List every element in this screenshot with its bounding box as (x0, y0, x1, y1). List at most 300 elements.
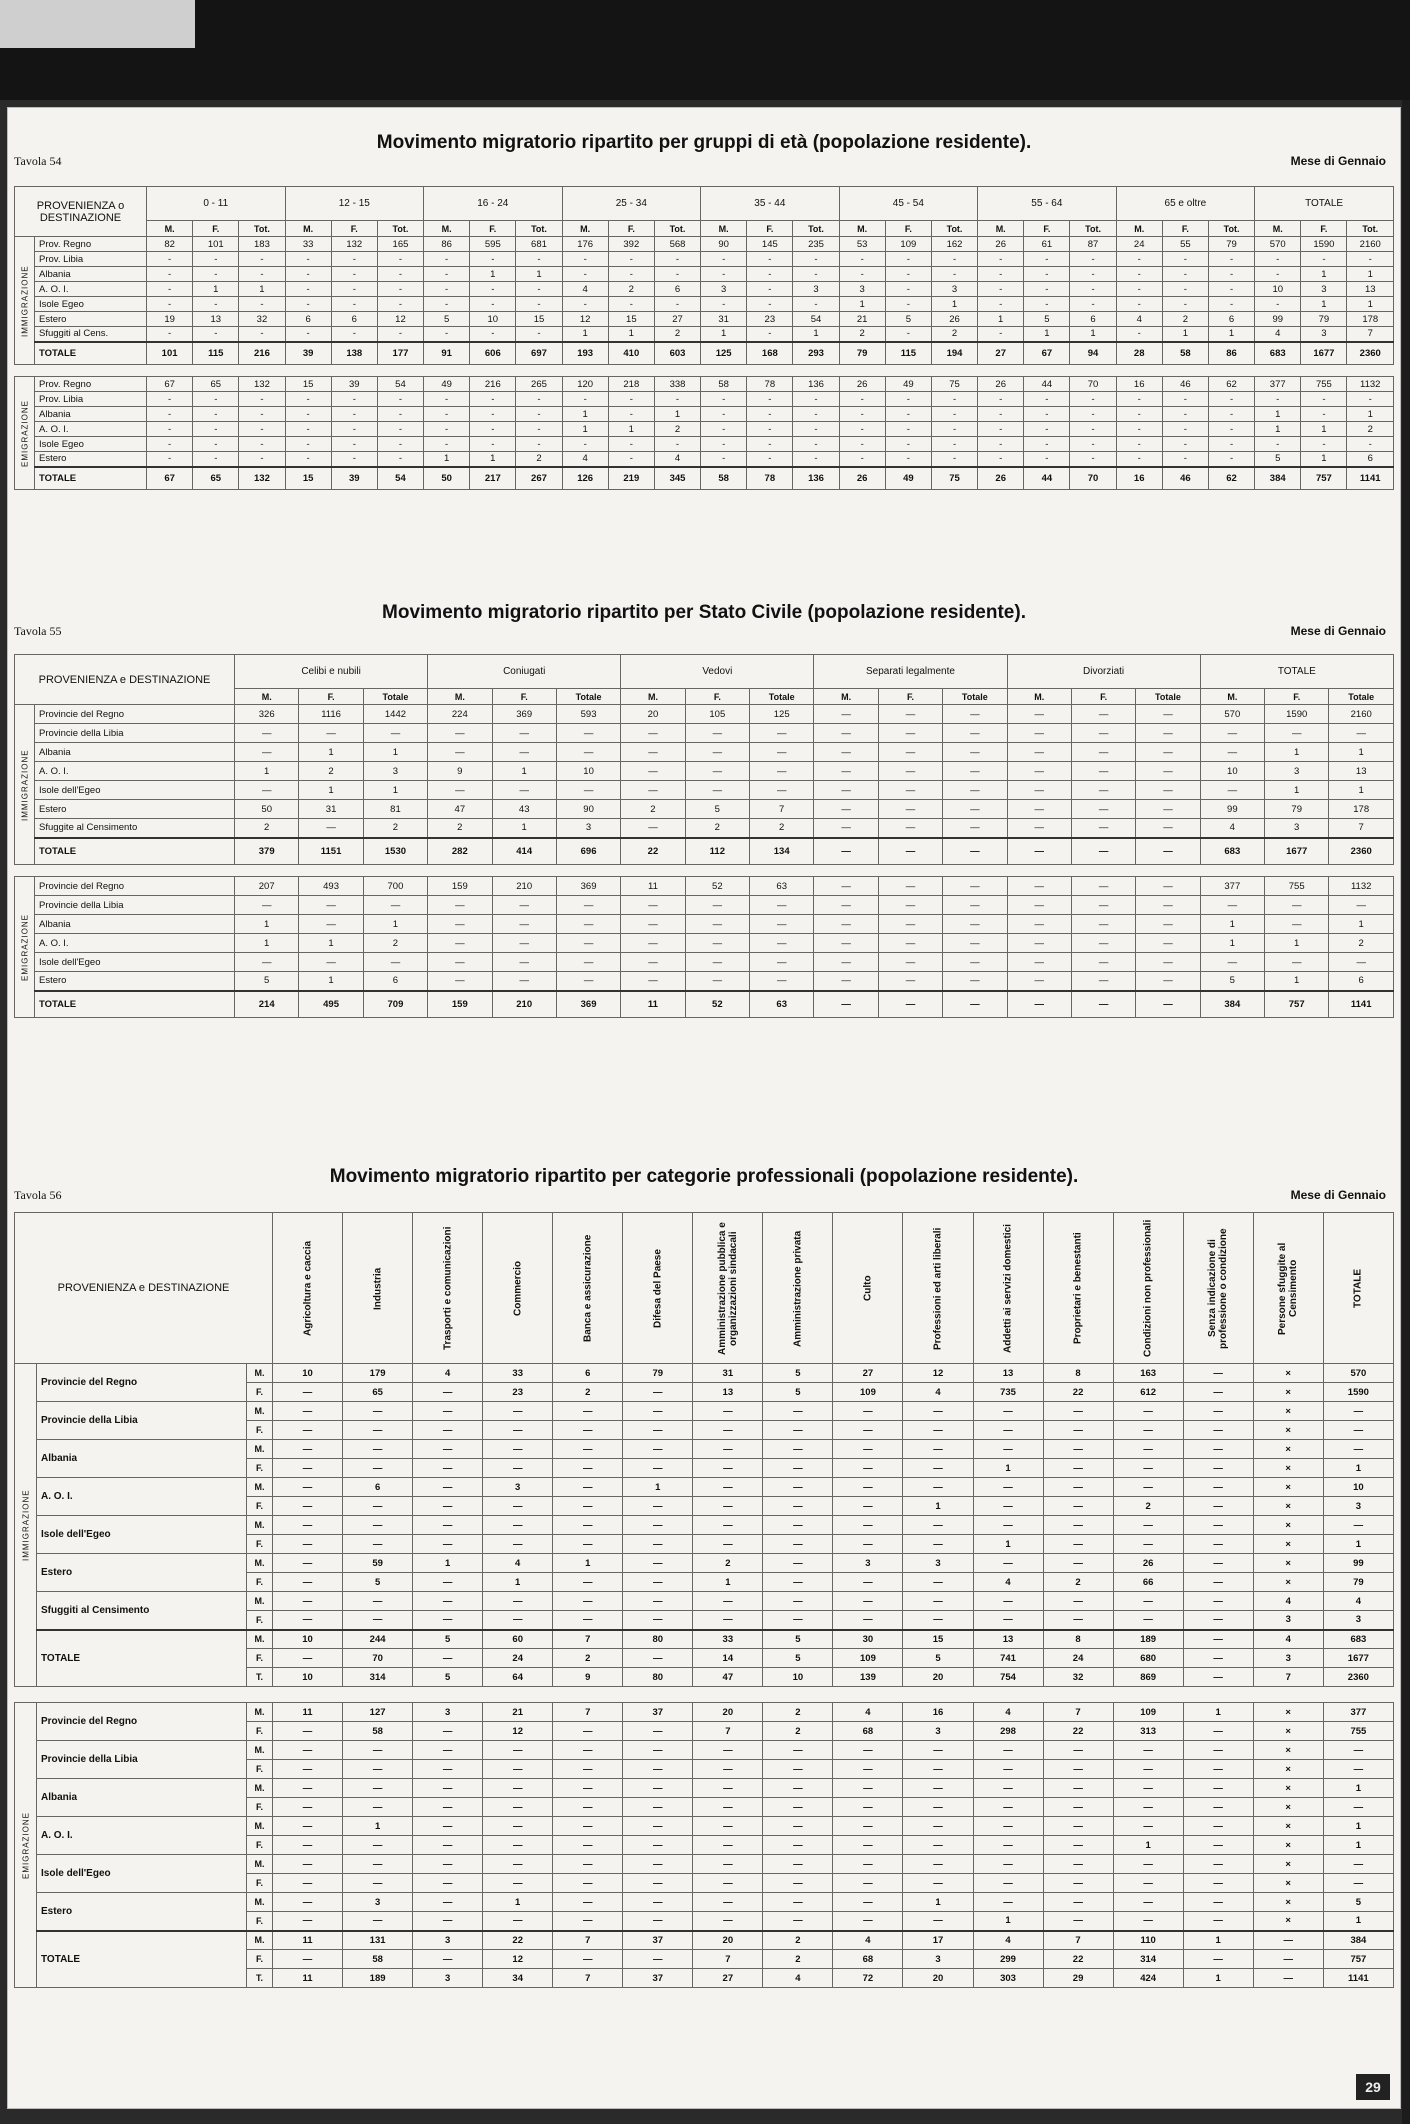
data-cell: 105 (685, 705, 749, 724)
sex-label: M. (247, 1478, 273, 1497)
data-cell: - (239, 407, 285, 422)
data-cell: 176 (562, 237, 608, 252)
data-cell: - (1162, 252, 1208, 267)
data-cell: 1 (973, 1912, 1043, 1931)
data-cell: — (833, 1893, 903, 1912)
total-cell: 91 (424, 342, 470, 365)
data-cell: - (424, 392, 470, 407)
data-cell: — (693, 1798, 763, 1817)
data-cell: - (608, 267, 654, 282)
data-cell: — (1323, 1741, 1393, 1760)
data-cell: — (273, 1893, 343, 1912)
data-cell: 23 (747, 312, 793, 327)
data-cell: 16 (903, 1703, 973, 1722)
row-label: Estero (37, 1893, 247, 1931)
data-cell: — (413, 1497, 483, 1516)
data-cell: - (1301, 392, 1347, 407)
data-cell: 11 (273, 1703, 343, 1722)
data-cell: — (1136, 877, 1200, 896)
data-cell: - (193, 267, 239, 282)
data-cell: 1 (978, 312, 1024, 327)
data-cell: 13 (973, 1364, 1043, 1383)
data-cell: 1 (1329, 781, 1394, 800)
sex-label: M. (247, 1703, 273, 1722)
data-cell: — (903, 1402, 973, 1421)
data-cell: 58 (701, 377, 747, 392)
data-cell: — (1043, 1836, 1113, 1855)
data-cell: 1 (516, 267, 562, 282)
data-cell: 5 (763, 1630, 833, 1649)
data-cell: — (343, 1912, 413, 1931)
data-cell: 12 (377, 312, 423, 327)
data-cell: 5 (413, 1668, 483, 1687)
data-cell: — (492, 896, 556, 915)
sub-header: Totale (1329, 689, 1394, 705)
data-cell: 13 (693, 1383, 763, 1402)
data-cell: 11 (273, 1931, 343, 1950)
total-label: TOTALE (35, 991, 235, 1018)
data-cell: - (1070, 392, 1116, 407)
table-row (15, 1440, 1394, 1459)
data-cell: 80 (623, 1668, 693, 1687)
data-cell: — (413, 1779, 483, 1798)
data-cell: 6 (363, 972, 427, 991)
data-cell: 755 (1301, 377, 1347, 392)
category-header: Commercio (483, 1213, 553, 1364)
data-cell: — (1183, 1630, 1253, 1649)
data-cell: 60 (483, 1630, 553, 1649)
data-cell: - (1208, 392, 1254, 407)
data-cell: — (833, 1779, 903, 1798)
data-cell: — (750, 724, 814, 743)
data-cell: 79 (1323, 1573, 1393, 1592)
data-cell: — (1043, 1421, 1113, 1440)
sub-header: Tot. (654, 221, 700, 237)
data-cell: — (299, 896, 363, 915)
sub-header: F. (1162, 221, 1208, 237)
data-cell: 1 (363, 743, 427, 762)
data-cell: — (553, 1478, 623, 1497)
data-cell: 1 (299, 743, 363, 762)
data-cell: 4 (833, 1703, 903, 1722)
sub-header: Totale (556, 689, 620, 705)
data-cell: 3 (833, 1554, 903, 1573)
data-cell: - (193, 327, 239, 342)
data-cell: - (1301, 437, 1347, 452)
data-cell: — (413, 1855, 483, 1874)
category-header: Difesa del Paese (623, 1213, 693, 1364)
data-cell: - (193, 252, 239, 267)
data-cell: - (1024, 297, 1070, 312)
data-cell: — (973, 1741, 1043, 1760)
data-cell: — (750, 915, 814, 934)
data-cell: — (553, 1535, 623, 1554)
row-label: Provincie del Regno (35, 877, 235, 896)
data-cell: 1 (1323, 1836, 1393, 1855)
data-cell: 17 (903, 1931, 973, 1950)
data-cell: 1 (1255, 422, 1301, 437)
data-cell: — (763, 1836, 833, 1855)
data-cell: - (654, 252, 700, 267)
data-cell: — (1265, 953, 1329, 972)
data-cell: - (239, 452, 285, 467)
data-cell: - (147, 422, 193, 437)
data-cell: — (693, 1912, 763, 1931)
data-cell: - (1116, 407, 1162, 422)
data-cell: - (1116, 422, 1162, 437)
sex-label: M. (247, 1364, 273, 1383)
data-cell: — (814, 953, 878, 972)
data-cell: — (903, 1836, 973, 1855)
data-cell: 3 (413, 1931, 483, 1950)
data-cell: — (483, 1874, 553, 1893)
data-cell: 1 (299, 934, 363, 953)
data-cell: — (273, 1554, 343, 1573)
data-cell: 754 (973, 1668, 1043, 1687)
category-header: Trasporti e comunicazioni (413, 1213, 483, 1364)
data-cell: 68 (833, 1722, 903, 1741)
data-cell: — (492, 781, 556, 800)
data-cell: 216 (470, 377, 516, 392)
data-cell: 90 (556, 800, 620, 819)
row-label: A. O. I. (37, 1478, 247, 1516)
data-cell: — (413, 1950, 483, 1969)
data-cell: — (556, 781, 620, 800)
data-cell: — (833, 1592, 903, 1611)
data-cell: — (1071, 934, 1135, 953)
data-cell: — (553, 1497, 623, 1516)
data-cell: — (1265, 896, 1329, 915)
data-cell: - (424, 437, 470, 452)
data-cell: — (621, 724, 685, 743)
table-54-label: Tavola 54 (14, 154, 62, 168)
data-cell: 5 (235, 972, 299, 991)
data-cell: — (483, 1912, 553, 1931)
data-cell: — (343, 1611, 413, 1630)
group-header: 12 - 15 (285, 187, 424, 221)
data-cell: — (1007, 896, 1071, 915)
sub-header: Tot. (1347, 221, 1394, 237)
data-cell: — (693, 1402, 763, 1421)
data-cell: 33 (483, 1364, 553, 1383)
data-cell: — (878, 915, 942, 934)
data-cell: — (1183, 1421, 1253, 1440)
data-cell: — (693, 1817, 763, 1836)
spacer-cell (15, 865, 1394, 877)
data-cell: — (1071, 972, 1135, 991)
data-cell: - (793, 452, 839, 467)
data-cell: 6 (1208, 312, 1254, 327)
table-row (15, 953, 1394, 972)
data-cell: - (1116, 297, 1162, 312)
data-cell: 1 (1183, 1703, 1253, 1722)
data-cell: 392 (608, 237, 654, 252)
data-cell: - (747, 392, 793, 407)
data-cell: — (973, 1592, 1043, 1611)
data-cell: 5 (343, 1573, 413, 1592)
data-cell: — (1043, 1798, 1113, 1817)
data-cell: 2 (621, 800, 685, 819)
sex-label: F. (247, 1535, 273, 1554)
category-header: Agricoltura e caccia (273, 1213, 343, 1364)
data-cell: - (424, 407, 470, 422)
sub-header: M. (621, 689, 685, 705)
data-cell: — (1183, 1836, 1253, 1855)
data-cell: 33 (285, 237, 331, 252)
data-cell: - (747, 282, 793, 297)
data-cell: — (623, 1440, 693, 1459)
data-cell: 70 (343, 1649, 413, 1668)
data-cell: - (1255, 437, 1301, 452)
data-cell: — (343, 1874, 413, 1893)
data-cell: 24 (1043, 1649, 1113, 1668)
data-cell: 377 (1323, 1703, 1393, 1722)
data-cell: — (553, 1874, 623, 1893)
data-cell: — (343, 1779, 413, 1798)
data-cell: — (1265, 724, 1329, 743)
data-cell: 1 (693, 1573, 763, 1592)
data-cell: — (363, 953, 427, 972)
data-cell: - (978, 392, 1024, 407)
data-cell: — (1071, 724, 1135, 743)
sex-label: M. (247, 1855, 273, 1874)
data-cell: - (747, 252, 793, 267)
data-cell: - (1070, 252, 1116, 267)
data-cell: 424 (1113, 1969, 1183, 1988)
table-row (15, 267, 1394, 282)
sub-header: Tot. (1070, 221, 1116, 237)
sub-header: Tot. (516, 221, 562, 237)
data-cell: - (516, 252, 562, 267)
total-cell: 54 (377, 467, 423, 490)
data-cell: — (273, 1402, 343, 1421)
data-cell: — (1071, 781, 1135, 800)
data-cell: 179 (343, 1364, 413, 1383)
data-cell: 3 (1301, 282, 1347, 297)
data-cell: - (424, 252, 470, 267)
sub-header: Totale (750, 689, 814, 705)
data-cell: 7 (553, 1969, 623, 1988)
data-cell: - (470, 392, 516, 407)
data-cell: - (331, 327, 377, 342)
data-cell: - (1255, 392, 1301, 407)
data-cell: 1 (903, 1497, 973, 1516)
data-cell: — (343, 1516, 413, 1535)
data-cell: - (1162, 267, 1208, 282)
sub-header: F. (1265, 689, 1329, 705)
data-cell: × (1253, 1364, 1323, 1383)
data-cell: — (413, 1573, 483, 1592)
data-cell: - (1070, 422, 1116, 437)
data-cell: 314 (343, 1668, 413, 1687)
data-cell: - (562, 392, 608, 407)
data-cell: 145 (747, 237, 793, 252)
data-cell: 131 (343, 1931, 413, 1950)
data-cell: - (1070, 437, 1116, 452)
data-cell: — (943, 743, 1007, 762)
data-cell: — (814, 915, 878, 934)
category-header: Senza indicazione di professione o condizione (1183, 1213, 1253, 1364)
data-cell: - (885, 392, 931, 407)
data-cell: 33 (693, 1630, 763, 1649)
total-cell: 26 (839, 467, 885, 490)
data-cell: 3 (1265, 819, 1329, 838)
spacer-row (15, 365, 1394, 377)
data-cell: — (621, 762, 685, 781)
data-cell: - (424, 327, 470, 342)
total-cell: 709 (363, 991, 427, 1018)
total-cell: — (878, 838, 942, 865)
data-cell: — (973, 1779, 1043, 1798)
data-cell: — (413, 1874, 483, 1893)
data-cell: - (377, 282, 423, 297)
data-cell: — (1007, 819, 1071, 838)
data-cell: — (833, 1912, 903, 1931)
data-cell: - (562, 297, 608, 312)
data-cell: - (701, 422, 747, 437)
total-cell: 50 (424, 467, 470, 490)
data-cell: — (833, 1535, 903, 1554)
data-cell: — (693, 1516, 763, 1535)
table-row (15, 1402, 1394, 1421)
category-header: Amministrazione pubblica e organizzazioni sindacali (693, 1213, 763, 1364)
data-cell: 326 (235, 705, 299, 724)
data-cell: 26 (931, 312, 977, 327)
data-cell: 1 (1323, 1779, 1393, 1798)
sub-header: M. (424, 221, 470, 237)
data-cell: — (492, 934, 556, 953)
spacer-row (15, 1687, 1394, 1703)
sex-label: M. (247, 1516, 273, 1535)
data-cell: 1 (413, 1554, 483, 1573)
data-cell: — (763, 1874, 833, 1893)
row-label: Isole Egeo (35, 437, 147, 452)
data-cell: 1 (1200, 934, 1264, 953)
data-cell: — (621, 896, 685, 915)
data-cell: — (833, 1459, 903, 1478)
data-cell: 298 (973, 1722, 1043, 1741)
data-cell: 570 (1200, 705, 1264, 724)
data-cell: — (623, 1383, 693, 1402)
data-cell: — (553, 1741, 623, 1760)
data-cell: - (747, 422, 793, 437)
data-cell: - (562, 267, 608, 282)
data-cell: 1 (424, 452, 470, 467)
data-cell: — (903, 1421, 973, 1440)
table-row (15, 437, 1394, 452)
data-cell: - (285, 252, 331, 267)
total-cell: 132 (239, 467, 285, 490)
data-cell: — (1071, 743, 1135, 762)
data-cell: 1 (1208, 327, 1254, 342)
data-cell: — (814, 762, 878, 781)
data-cell: 5 (424, 312, 470, 327)
data-cell: - (1024, 392, 1070, 407)
data-cell: 19 (147, 312, 193, 327)
data-cell: — (343, 1459, 413, 1478)
data-cell: 2 (553, 1383, 623, 1402)
data-cell: — (973, 1855, 1043, 1874)
total-cell: 28 (1116, 342, 1162, 365)
data-cell: — (623, 1893, 693, 1912)
corner-header: PROVENIENZA e DESTINAZIONE (15, 1213, 273, 1364)
data-cell: - (1070, 282, 1116, 297)
total-cell: 112 (685, 838, 749, 865)
data-cell: - (793, 407, 839, 422)
table-54-month: Mese di Gennaio (1290, 154, 1386, 168)
corner-header: PROVENIENZA o DESTINAZIONE (15, 187, 147, 237)
data-cell: × (1253, 1722, 1323, 1741)
data-cell: — (483, 1402, 553, 1421)
data-cell: 2 (763, 1950, 833, 1969)
data-cell: 2 (931, 327, 977, 342)
sex-label: F. (247, 1722, 273, 1741)
data-cell: — (1043, 1874, 1113, 1893)
data-cell: 735 (973, 1383, 1043, 1402)
data-cell: — (973, 1817, 1043, 1836)
data-cell: — (428, 953, 492, 972)
data-cell: — (1007, 800, 1071, 819)
data-cell: - (654, 437, 700, 452)
data-cell: - (239, 327, 285, 342)
data-cell: — (763, 1912, 833, 1931)
row-label: Estero (35, 800, 235, 819)
sub-header: F. (885, 221, 931, 237)
data-cell: — (623, 1592, 693, 1611)
data-cell: — (973, 1893, 1043, 1912)
data-cell: 2160 (1329, 705, 1394, 724)
data-cell: 1 (1183, 1969, 1253, 1988)
data-cell: 31 (693, 1364, 763, 1383)
data-cell: — (556, 972, 620, 991)
data-cell: - (793, 252, 839, 267)
data-cell: 13 (1329, 762, 1394, 781)
total-cell: — (943, 991, 1007, 1018)
sex-label: M. (247, 1592, 273, 1611)
group-header: 45 - 54 (839, 187, 978, 221)
data-cell: — (413, 1912, 483, 1931)
data-cell: — (1043, 1912, 1113, 1931)
table-55-month: Mese di Gennaio (1290, 624, 1386, 638)
data-cell: — (903, 1874, 973, 1893)
total-cell: 495 (299, 991, 363, 1018)
data-cell: — (483, 1798, 553, 1817)
data-cell: - (239, 297, 285, 312)
data-cell: 683 (1323, 1630, 1393, 1649)
sex-label: F. (247, 1497, 273, 1516)
data-cell: - (424, 282, 470, 297)
table-row (15, 422, 1394, 437)
row-label: Provincie della Libia (37, 1741, 247, 1779)
total-cell: 379 (235, 838, 299, 865)
sub-header: F. (1301, 221, 1347, 237)
data-cell: — (1043, 1611, 1113, 1630)
data-cell: 87 (1070, 237, 1116, 252)
data-cell: — (553, 1592, 623, 1611)
data-cell: 5 (685, 800, 749, 819)
data-cell: — (483, 1497, 553, 1516)
data-cell: 1 (1323, 1535, 1393, 1554)
data-cell: 183 (239, 237, 285, 252)
data-cell: 21 (483, 1703, 553, 1722)
data-cell: — (1200, 724, 1264, 743)
data-cell: — (943, 762, 1007, 781)
data-cell: 1 (492, 819, 556, 838)
data-cell: — (273, 1592, 343, 1611)
group-header: 35 - 44 (701, 187, 840, 221)
side-label: EMIGRAZIONE (15, 377, 35, 490)
data-cell: 47 (428, 800, 492, 819)
